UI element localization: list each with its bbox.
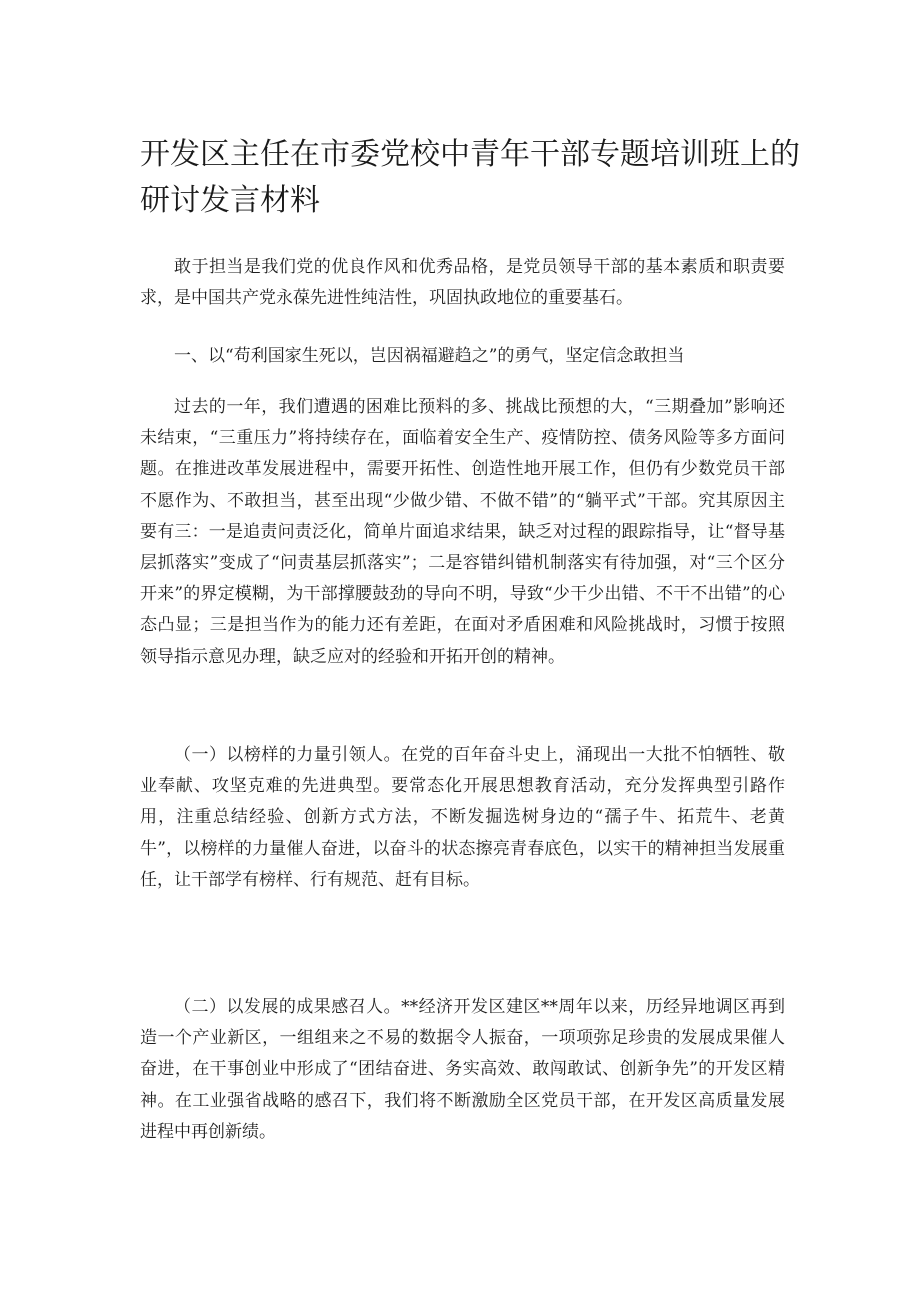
subsection-paragraph-2: （二）以发展的成果感召人。**经济开发区建区**周年以来，历经异地调区再到造一个产业新区，一组组来之不易的数据令人振奋，一项项弥足珍贵的发展成果催人奋进，在干事创业中形成了“团结奋进、务实高效、敢闯敢试、创新争先”的开发区精神。在工业强省战略的感召下，我们将不断激励全区党员干部，在开发区高质量发展进程中再创新绩。 xyxy=(140,997,785,1142)
intro-paragraph: 敢于担当是我们党的优良作风和优秀品格，是党员领导干部的基本素质和职责要求，是中国共产党永葆先进性纯洁性，巩固执政地位的重要基石。 xyxy=(140,257,785,309)
section-heading-1: 一、以“苟利国家生死以，岂因祸福避趋之”的勇气，坚定信念敢担当 xyxy=(174,346,685,366)
body-paragraph-1: 过去的一年，我们遭遇的困难比预料的多、挑战比预想的大，“三期叠加”影响还未结束，“三重压力”将持续存在，面临着安全生产、疫情防控、债务风险等多方面问题。在推进改革发展进程中，需要开拓性、创造性地开展工作，但仍有少数党员干部不愿作为、不敢担当，甚至出现“少做少错、不做不错”的“躺平式”干部。究其原因主要有三：一是追责问责泛化，简单片面追求结果，缺乏对过程的跟踪指导，让“督导基层抓落实”变成了“问责基层抓落实”；二是容错纠错机制落实有待加强，对“三个区分开来”的界定模糊，为干部撑腰鼓劲的导向不明，导致“少干少出错、不干不出错”的心态凸显；三是担当作为的能力还有差距，在面对矛盾困难和风险挑战时，习惯于按照领导指示意见办理，缺乏应对的经验和开拓开创的精神。 xyxy=(140,397,785,667)
subsection-paragraph-1: （一）以榜样的力量引领人。在党的百年奋斗史上，涌现出一大批不怕牺牲、敬业奉献、攻坚克难的先进典型。要常态化开展思想教育活动，充分发挥典型引路作用，注重总结经验、创新方式方法，不断发掘选树身边的“孺子牛、拓荒牛、老黄牛”，以榜样的力量催人奋进，以奋斗的状态擦亮青春底色，以实干的精神担当发展重任，让干部学有榜样、行有规范、赶有目标。 xyxy=(140,745,785,890)
document-title: 开发区主任在市委党校中青年干部专题培训班上的研讨发言材料 xyxy=(140,137,800,218)
